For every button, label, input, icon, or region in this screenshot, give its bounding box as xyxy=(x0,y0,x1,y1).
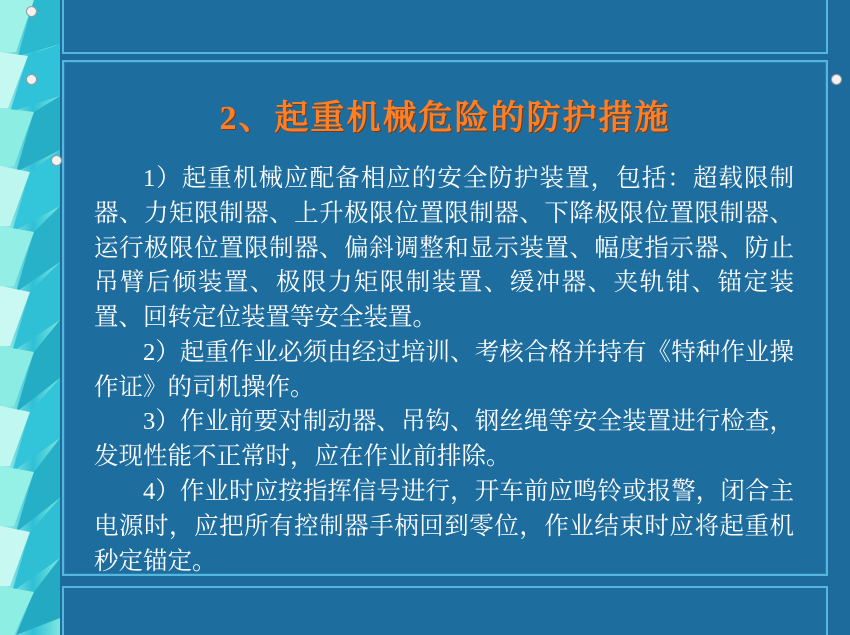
top-border-strip xyxy=(62,0,828,54)
content-panel xyxy=(62,60,828,576)
paragraph-3: 3）作业前要对制动器、吊钩、钢丝绳等安全装置进行检查，发现性能不正常时，应在作业前排除。 xyxy=(94,408,794,471)
page-title: 2、起重机械危险的防护措施 xyxy=(219,100,671,137)
selection-handle-left-upper[interactable] xyxy=(26,74,37,85)
decorative-ribbon xyxy=(0,0,60,635)
selection-handle-left-mid[interactable] xyxy=(51,155,62,166)
selection-handle-top-left[interactable] xyxy=(26,6,37,17)
body-text-block xyxy=(94,162,794,579)
ribbon-shapes xyxy=(0,0,60,635)
paragraph-2: 2）起重作业必须由经过培训、考核合格并持有《特种作业操作证》的司机操作。 xyxy=(94,338,794,401)
paragraph-4: 4）作业时应按指挥信号进行，开车前应鸣铃或报警，闭合主电源时，应把所有控制器手柄回到零位，作业结束时应将起重机秒定锚定。 xyxy=(94,478,794,575)
paragraph-1: 1）起重机械应配备相应的安全防护装置，包括：超载限制器、力矩限制器、上升极限位置限制器、下降极限位置限制器、运行极限位置限制器、偏斜调整和显示装置、幅度指示器、防止吊臂后倾装置、极限力矩限制装置、缓冲器、夹轨钳、锚定装置、回转定位装置等安全装置。 xyxy=(94,165,794,332)
selection-handle-right-upper[interactable] xyxy=(831,74,842,85)
bottom-border-strip xyxy=(62,586,828,635)
